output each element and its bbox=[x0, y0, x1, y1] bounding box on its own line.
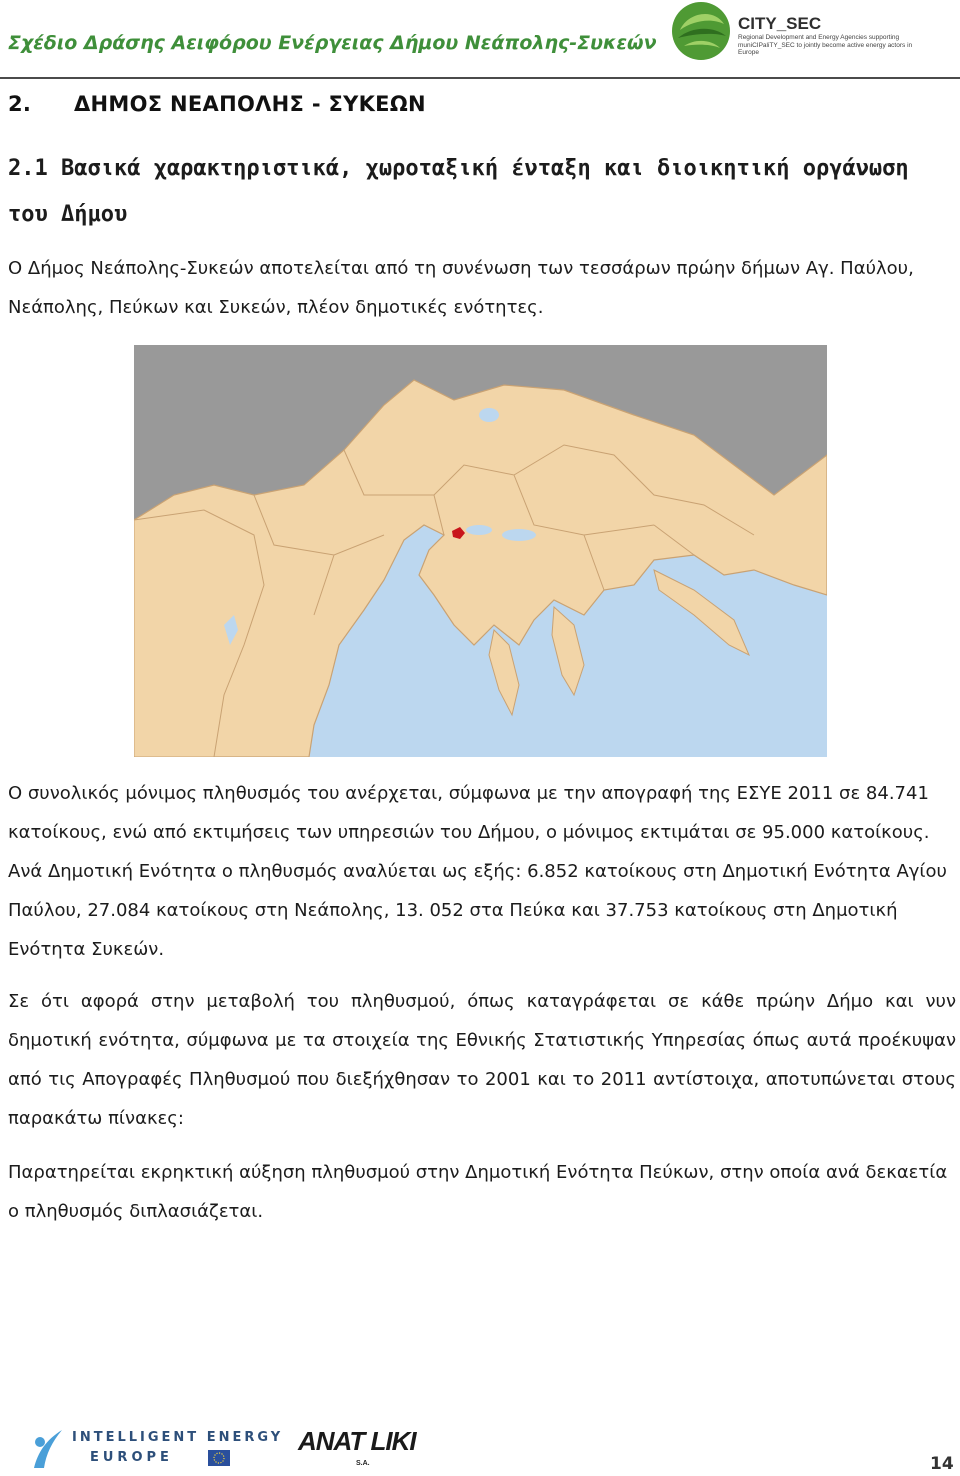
map-lake-volvi bbox=[502, 529, 536, 541]
map-lake-doiran bbox=[479, 408, 499, 422]
document-running-title: Σχέδιο Δράσης Αειφόρου Ενέργειας Δήμου Νεάπολης-Συκεών bbox=[8, 32, 657, 54]
anatoliki-logo bbox=[296, 1420, 416, 1472]
region-map bbox=[134, 345, 827, 757]
iee-line-1: INTELLIGENT ENERGY bbox=[72, 1430, 284, 1445]
intelligent-energy-europe-logo bbox=[28, 1420, 298, 1476]
central-macedonia-map-image bbox=[134, 345, 827, 757]
iee-swoosh-icon bbox=[28, 1422, 68, 1474]
city-sec-brand-name: CITY_SEC bbox=[738, 14, 822, 33]
city-sec-logo bbox=[668, 0, 916, 62]
city-sec-tagline: Regional Development and Energy Agencies supporting muniCIPaliTY_SEC to jointly become active energy actors in Europe bbox=[738, 34, 913, 56]
subsection-heading: 2.1 Βασικά χαρακτηριστικά, χωροταξική ένταξη και διοικητική οργάνωση του Δήμου bbox=[8, 156, 909, 227]
anatoliki-wordmark: ANAT LIKI bbox=[298, 1426, 416, 1456]
eu-flag-icon bbox=[208, 1450, 230, 1466]
paragraph-pefka-growth: Παρατηρείται εκρηκτική αύξηση πληθυσμού στην Δημοτική Ενότητα Πεύκων, στην οποία ανά δεκαετία ο πληθυσμός διπλασιάζεται. bbox=[8, 1162, 948, 1222]
iee-line-2: EUROPE bbox=[90, 1450, 173, 1465]
paragraph-population-change: Σε ότι αφορά στην μεταβολή του πληθυσμού, όπως καταγράφεται σε κάθε πρώην Δήμο και νυν δημοτική ενότητα, σύμφωνα με τα στοιχεία της Εθνικής Στατιστικής Υπηρεσίας όπως αυτά προέκυψαν από τις Απογραφές Πληθυσμού που διεξήχθησαν το 2001 και το 2011 αντίστοιχα, αποτυπώνεται στους παρακάτω πίνακες: bbox=[8, 991, 956, 1129]
city-sec-emblem-icon bbox=[670, 0, 732, 62]
section-heading bbox=[8, 92, 426, 116]
paragraph-municipality-composition: Ο Δήμος Νεάπολης-Συκεών αποτελείται από τη συνένωση των τεσσάρων πρώην δήμων Αγ. Παύλου, Νεάπολης, Πεύκων και Συκεών, πλέον δημοτικές ενότητες. bbox=[8, 258, 914, 318]
paragraph-population: Ο συνολικός μόνιμος πληθυσμός του ανέρχεται, σύμφωνα με την απογραφή της ΕΣΥΕ 2011 σε 84.741 κατοίκους, ενώ από εκτιμήσεις των υπηρεσιών του Δήμου, ο μόνιμος εκτιμάται σε 95.000 κατοίκους. Ανά Δημοτική Ενότητα ο πληθυσμός αναλύεται ως εξής: 6.852 κατοίκους στη Δημοτική Ενότητα Αγίου Παύλου, 27.084 κατοίκους στη Νεάπολης, 13. 052 στα Πεύκα και 37.753 κατοίκους στη Δημοτική Ενότητα Συκεών. bbox=[8, 783, 947, 960]
page-number: 14 bbox=[930, 1454, 954, 1474]
anatoliki-sa: S.A. bbox=[356, 1460, 370, 1467]
section-number: 2. bbox=[8, 92, 32, 116]
section-title: ΔΗΜΟΣ ΝΕΑΠΟΛΗΣ - ΣΥΚΕΩΝ bbox=[74, 92, 426, 116]
header-divider bbox=[0, 77, 960, 79]
map-lake-koroneia bbox=[466, 525, 492, 535]
